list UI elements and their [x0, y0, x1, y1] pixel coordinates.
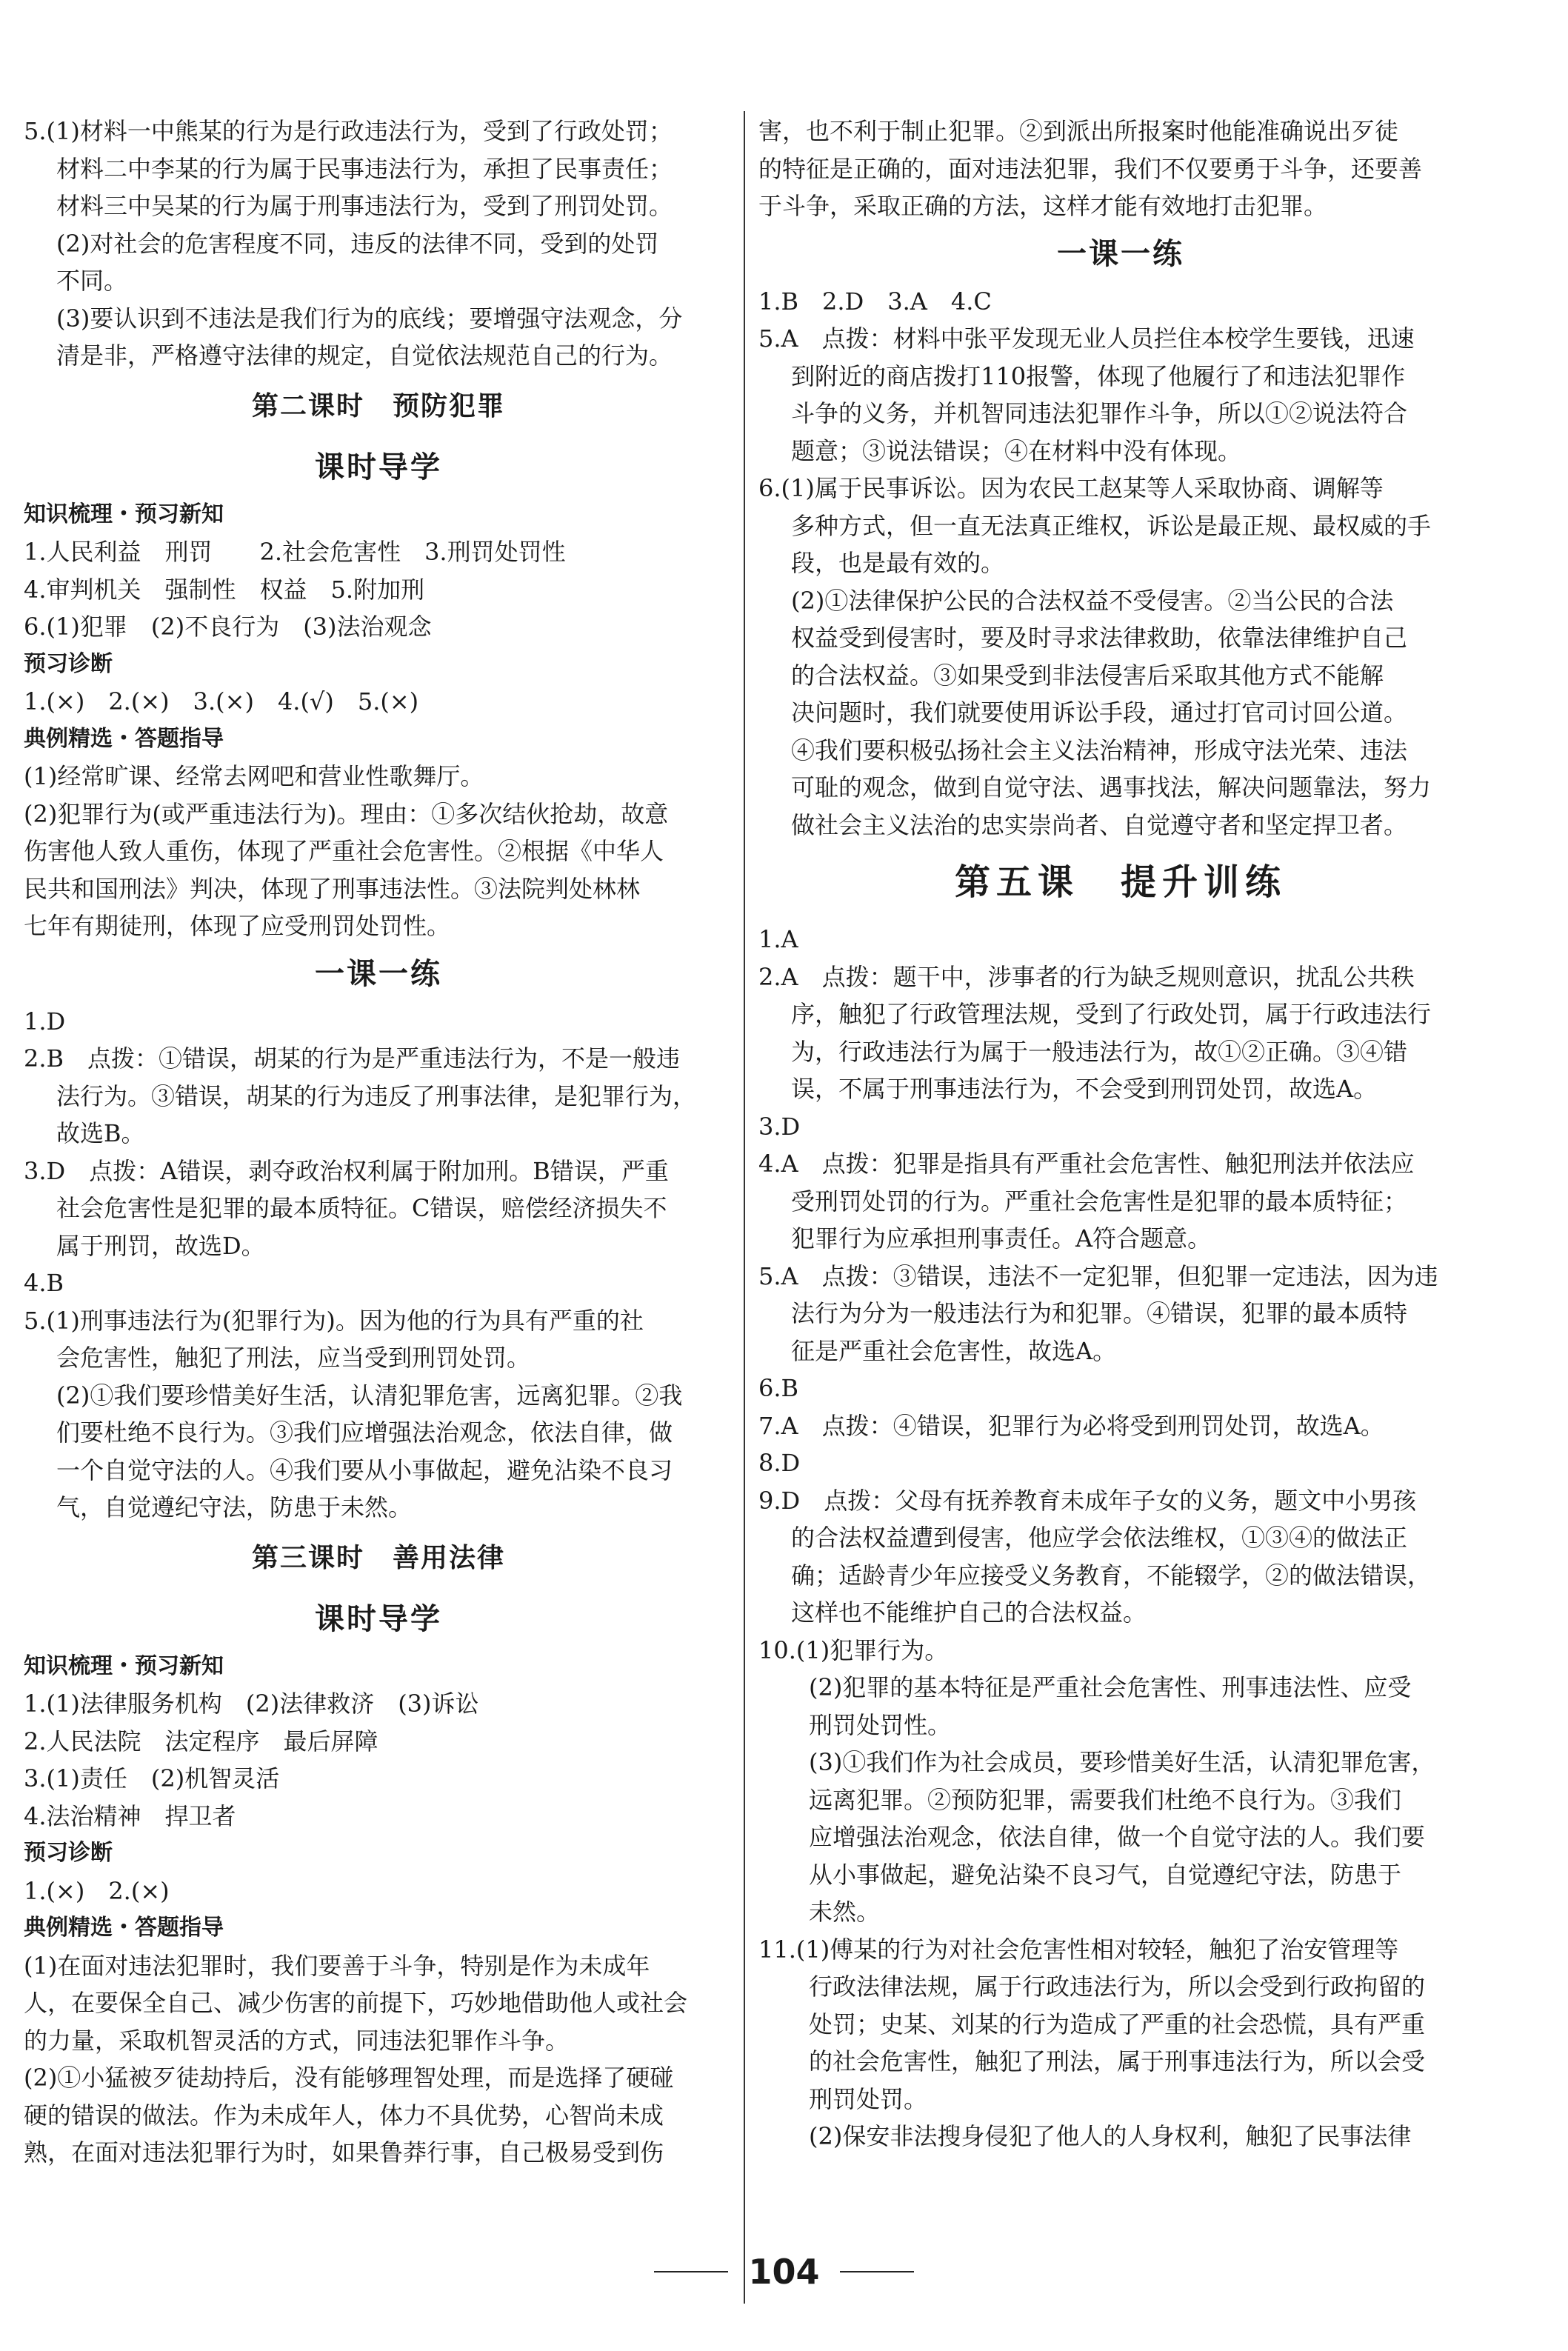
- text-line: 法行为分为一般违法行为和犯罪。④错误，犯罪的最本质特: [791, 1299, 1408, 1327]
- text-line: 3.D 点拨：A错误，剥夺政治权利属于附加刑。B错误，严重: [24, 1156, 669, 1185]
- text-line: (2)犯罪行为(或严重违法行为)。理由：①多次结伙抢劫，故意: [24, 799, 669, 828]
- text-line: 4.B: [24, 1269, 64, 1297]
- text-line: 处罚；史某、刘某的行为造成了严重的社会恐慌，具有严重: [809, 2010, 1426, 2038]
- subsection-label: 知识梳理・预习新知: [24, 1653, 224, 1679]
- text-line: 犯罪行为应承担刑事责任。A符合题意。: [791, 1224, 1212, 1253]
- text-line: 斗争的义务，并机智同违法犯罪作斗争，所以①②说法符合: [791, 399, 1408, 427]
- text-line: 法行为。③错误，胡某的行为违反了刑事法律，是犯罪行为，: [56, 1081, 697, 1110]
- text-line: 的力量，采取机智灵活的方式，同违法犯罪作斗争。: [24, 2026, 570, 2055]
- column-divider: [744, 111, 745, 2304]
- text-line: (3)①我们作为社会成员，要珍惜美好生活，认清犯罪危害，: [809, 1748, 1435, 1776]
- text-line: 序，触犯了行政管理法规，受到了行政处罚，属于行政违法行: [791, 1000, 1432, 1028]
- text-line: 误，不属于刑事违法行为，不会受到刑罚处罚，故选A。: [791, 1075, 1378, 1103]
- text-line: 刑罚处罚性。: [809, 1710, 952, 1739]
- text-line: 未然。: [809, 1898, 881, 1926]
- text-line: 7.A 点拨：④错误，犯罪行为必将受到刑罚处罚，故选A。: [758, 1411, 1384, 1440]
- text-line: 3.D: [758, 1112, 801, 1141]
- text-line: (1)在面对违法犯罪时，我们要善于斗争，特别是作为未成年: [24, 1951, 650, 1980]
- text-line: 1.(1)法律服务机构 (2)法律救济 (3)诉讼: [24, 1690, 479, 1718]
- text-line: (2)①我们要珍惜美好生活，认清犯罪危害，远离犯罪。②我: [56, 1381, 683, 1410]
- text-line: 为，行政违法行为属于一般违法行为，故①②正确。③④错: [791, 1037, 1408, 1066]
- subsection-label: 典例精选・答题指导: [24, 725, 224, 752]
- text-line: 硬的错误的做法。作为未成年人，体力不具优势，心智尚未成: [24, 2101, 664, 2130]
- subsection-label: 知识梳理・预习新知: [24, 501, 224, 527]
- text-line: (2)对社会的危害程度不同，违反的法律不同，受到的处罚: [56, 229, 659, 258]
- text-line: 9.D 点拨：父母有抚养教育未成年子女的义务，题文中小男孩: [758, 1486, 1417, 1515]
- text-line: (2)①小猛被歹徒劫持后，没有能够理智处理，而是选择了硬碰: [24, 2064, 674, 2092]
- text-line: 行政法律法规，属于行政违法行为，所以会受到行政拘留的: [809, 1972, 1426, 2001]
- text-line: 做社会主义法治的忠实崇尚者、自觉遵守者和坚定捍卫者。: [791, 810, 1408, 839]
- text-line: 4.审判机关 强制性 权益 5.附加刑: [24, 575, 425, 604]
- text-line: 材料二中李某的行为属于民事违法行为，承担了民事责任；: [56, 154, 673, 183]
- text-line: 不同。: [56, 267, 128, 295]
- right-column: [758, 113, 1483, 2155]
- page-footer: [0, 2252, 1568, 2292]
- section-title: 课时导学: [315, 1601, 442, 1636]
- text-line: ④我们要积极弘扬社会主义法治精神，形成守法光荣、违法: [791, 736, 1408, 764]
- text-line: 属于刑罚，故选D。: [56, 1231, 265, 1260]
- text-line: 害，也不利于制止犯罪。②到派出所报案时他能准确说出歹徒: [758, 117, 1399, 145]
- text-line: 6.B: [758, 1374, 799, 1402]
- text-line: 1.B 2.D 3.A 4.C: [758, 287, 992, 316]
- text-line: 5.A 点拨：材料中张平发现无业人员拦住本校学生要钱，迅速: [758, 324, 1415, 353]
- text-line: 材料三中吴某的行为属于刑事违法行为，受到了刑罚处罚。: [56, 192, 673, 220]
- text-line: 的合法权益。③如果受到非法侵害后采取其他方式不能解: [791, 661, 1384, 690]
- text-line: 2.A 点拨：题干中，涉事者的行为缺乏规则意识，扰乱公共秩: [758, 962, 1415, 991]
- text-line: 应增强法治观念，依法自律，做一个自觉守法的人。我们要: [809, 1823, 1426, 1851]
- text-line: 从小事做起，避免沾染不良习气，自觉遵纪守法，防患于: [809, 1860, 1402, 1889]
- text-line: 于斗争，采取正确的方法，这样才能有效地打击犯罪。: [758, 192, 1328, 220]
- text-line: 受刑罚处罚的行为。严重社会危害性是犯罪的最本质特征；: [791, 1187, 1408, 1215]
- text-line: 确；适龄青少年应接受义务教育，不能辍学，②的做法错误，: [791, 1561, 1432, 1590]
- text-line: 段，也是最有效的。: [791, 549, 1005, 577]
- text-line: 1.(×) 2.(×): [24, 1876, 170, 1905]
- text-line: 们要杜绝不良行为。③我们应增强法治观念，依法自律，做: [56, 1418, 673, 1447]
- text-line: 这样也不能维护自己的合法权益。: [791, 1598, 1147, 1627]
- text-line: 可耻的观念，做到自觉守法、遇事找法，解决问题靠法，努力: [791, 773, 1432, 801]
- text-line: 气，自觉遵纪守法，防患于未然。: [56, 1493, 413, 1521]
- lesson-title: 第二课时 预防犯罪: [251, 390, 505, 421]
- text-line: (1)经常旷课、经常去网吧和营业性歌舞厅。: [24, 762, 484, 790]
- text-line: (2)①法律保护公民的合法权益不受侵害。②当公民的合法: [791, 586, 1394, 615]
- unit-title: 第五课 提升训练: [954, 861, 1287, 903]
- text-line: (2)保安非法搜身侵犯了他人的人身权利，触犯了民事法律: [809, 2122, 1412, 2150]
- text-line: 4.法治精神 捍卫者: [24, 1801, 236, 1830]
- text-line: 权益受到侵害时，要及时寻求法律救助，依靠法律维护自己: [791, 624, 1408, 652]
- lesson-title: 第三课时 善用法律: [251, 1542, 505, 1573]
- text-line: 征是严重社会危害性，故选A。: [791, 1336, 1117, 1365]
- subsection-label: 预习诊断: [24, 1840, 113, 1866]
- text-line: 4.A 点拨：犯罪是指具有严重社会危害性、触犯刑法并依法应: [758, 1150, 1415, 1178]
- text-line: 5.A 点拨：③错误，违法不一定犯罪，但犯罪一定违法，因为违: [758, 1261, 1438, 1290]
- text-line: 远离犯罪。②预防犯罪，需要我们杜绝不良行为。③我们: [809, 1785, 1402, 1814]
- section-title: 课时导学: [315, 450, 442, 484]
- page-number: 104: [748, 2252, 820, 2292]
- text-line: 5.(1)刑事违法行为(犯罪行为)。因为他的行为具有严重的社: [24, 1306, 644, 1335]
- text-line: 的特征是正确的，面对违法犯罪，我们不仅要勇于斗争，还要善: [758, 154, 1423, 183]
- text-line: 5.(1)材料一中熊某的行为是行政违法行为，受到了行政处罚；: [24, 117, 673, 145]
- text-line: 10.(1)犯罪行为。: [758, 1635, 949, 1664]
- footer-rule-right: [840, 2271, 914, 2272]
- text-line: 6.(1)犯罪 (2)不良行为 (3)法治观念: [24, 613, 432, 641]
- text-line: 故选B。: [56, 1119, 145, 1147]
- text-line: 会危害性，触犯了刑法，应当受到刑罚处罚。: [56, 1344, 531, 1372]
- text-line: 多种方式，但一直无法真正维权，诉讼是最正规、最权威的手: [791, 511, 1432, 540]
- section-title: 一课一练: [1057, 236, 1184, 271]
- text-line: 到附近的商店拨打110报警，体现了他履行了和违法犯罪作: [791, 361, 1406, 390]
- text-line: 2.人民法院 法定程序 最后屏障: [24, 1727, 378, 1755]
- text-line: 决问题时，我们就要使用诉讼手段，通过打官司讨回公道。: [791, 698, 1408, 727]
- text-line: 1.A: [758, 925, 798, 953]
- text-line: (3)要认识到不违法是我们行为的底线；要增强守法观念，分: [56, 304, 683, 333]
- text-line: (2)犯罪的基本特征是严重社会危害性、刑事违法性、应受: [809, 1673, 1412, 1701]
- text-line: 一个自觉守法的人。④我们要从小事做起，避免沾染不良习: [56, 1455, 673, 1484]
- text-line: 清是非，严格遵守法律的规定，自觉依法规范自己的行为。: [56, 341, 673, 370]
- text-line: 11.(1)傅某的行为对社会危害性相对较轻，触犯了治安管理等: [758, 1935, 1399, 1964]
- text-line: 熟，在面对违法犯罪行为时，如果鲁莽行事，自己极易受到伤: [24, 2138, 664, 2167]
- subsection-label: 典例精选・答题指导: [24, 1915, 224, 1941]
- text-line: 伤害他人致人重伤，体现了严重社会危害性。②根据《中华人: [24, 837, 664, 865]
- text-line: 刑罚处罚。: [809, 2084, 928, 2113]
- text-line: 社会危害性是犯罪的最本质特征。C错误，赔偿经济损失不: [56, 1194, 667, 1222]
- text-line: 的社会危害性，触犯了刑法，属于刑事违法行为，所以会受: [809, 2047, 1426, 2075]
- text-line: 1.(×) 2.(×) 3.(×) 4.(√) 5.(×): [24, 687, 419, 716]
- text-line: 的合法权益遭到侵害，他应学会依法维权，①③④的做法正: [791, 1524, 1408, 1552]
- subsection-label: 预习诊断: [24, 650, 113, 677]
- text-line: 2.B 点拨：①错误，胡某的行为是严重违法行为，不是一般违: [24, 1044, 681, 1073]
- text-line: 3.(1)责任 (2)机智灵活: [24, 1764, 280, 1793]
- text-line: 6.(1)属于民事诉讼。因为农民工赵某等人采取协商、调解等: [758, 474, 1384, 502]
- text-line: 8.D: [758, 1449, 801, 1477]
- text-line: 1.人民利益 刑罚 2.社会危害性 3.刑罚处罚性: [24, 538, 566, 566]
- section-title: 一课一练: [315, 956, 442, 991]
- text-line: 题意；③说法错误；④在材料中没有体现。: [791, 436, 1242, 465]
- footer-rule-left: [654, 2271, 728, 2272]
- text-line: 民共和国刑法》判决，体现了刑事违法性。③法院判处林林: [24, 874, 641, 903]
- text-line: 七年有期徒刑，体现了应受刑罚处罚性。: [24, 912, 451, 940]
- text-line: 人，在要保全自己、减少伤害的前提下，巧妙地借助他人或社会: [24, 1989, 688, 2017]
- text-line: 1.D: [24, 1007, 66, 1036]
- left-column: [24, 113, 733, 2172]
